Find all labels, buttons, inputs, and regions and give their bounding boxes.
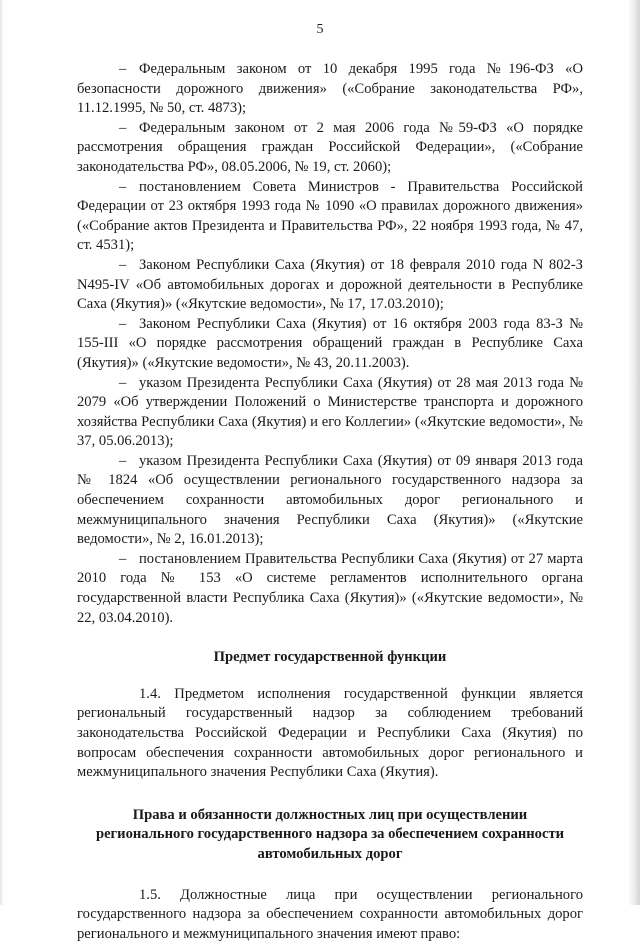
list-dash: –: [119, 178, 127, 195]
legal-basis-text: Законом Республики Саха (Якутия) от 18 февраля 2010 года N 802-З N495-IV «Об автомобильных дорогах и дорожной деятельности в Республике Саха (Якутия)» («Якутские ведомости», № 17, 17.03.2010);: [77, 256, 583, 313]
legal-basis-item: [77, 178, 583, 256]
list-dash: –: [119, 256, 127, 273]
legal-basis-text: указом Президента Республики Саха (Якутия) от 09 января 2013 года № 1824 «Об осуществлении регионального государственного надзора за обеспечением сохранности автомобильных дорог регионального и межмуниципального значения Республики Саха (Якутия)» («Якутские ведомости», № 2, 16.01.2013);: [77, 452, 583, 548]
legal-basis-item: [77, 60, 583, 119]
page-number: 5: [316, 22, 324, 37]
legal-basis-item: [77, 256, 583, 315]
legal-basis-item: [77, 452, 583, 550]
list-dash: –: [119, 374, 127, 391]
legal-basis-text: постановлением Совета Министров - Правительства Российской Федерации от 23 октября 1993 года № 1090 «О правилах дорожного движения» («Собрание актов Президента и Правительства РФ», 22 ноября 1993 года, № 47, ст. 4531);: [77, 178, 583, 254]
list-dash: –: [119, 550, 127, 567]
section-heading-subject: Предмет государственной функции: [213, 649, 447, 666]
list-dash: –: [119, 119, 127, 136]
paragraph-1-4: 1.4. Предметом исполнения государственной функции является региональный государственный надзор за соблюдением требований законодательства Российской Федерации и Республики Саха (Якутия) по вопросам обеспечения сохранности автомобильных дорог регионального и межмуниципального значения Республики Саха (Якутия).: [77, 685, 583, 781]
paragraph-1-5: 1.5. Должностные лица при осуществлении регионального государственного надзора за обеспечением сохранности автомобильных дорог регионального и межмуниципального значения имеют право:: [77, 886, 583, 942]
scan-edge-left: [0, 0, 4, 905]
legal-basis-item: [77, 119, 583, 178]
legal-basis-text: Федеральным законом от 10 декабря 1995 года №196-ФЗ «О безопасности дорожного движения» («Собрание законодательства РФ», 11.12.1995, № 50, ст. 4873);: [77, 61, 583, 117]
scan-edge-right: [628, 0, 640, 905]
legal-basis-text: указом Президента Республики Саха (Якутия) от 28 мая 2013 года № 2079 «Об утверждении Положений о Министерстве транспорта и дорожного хозяйства Республики Саха (Якутия) и его Коллегии» («Якутские ведомости», № 37, 05.06.2013);: [77, 374, 583, 450]
heading-line: регионального государственного надзора за обеспечением сохранности: [95, 826, 565, 843]
heading-line: Права и обязанности должностных лиц при осуществлении: [132, 806, 528, 823]
legal-basis-text: постановлением Правительства Республики Саха (Якутия) от 27 марта 2010 года № 153 «О системе регламентов исполнительного органа государственной власти Республика Саха (Якутия)» («Якутские ведомости», № 22, 03.04.2010).: [77, 550, 583, 626]
list-dash: –: [119, 61, 127, 77]
legal-basis-text: Федеральным законом от 2 мая 2006 года №59-ФЗ «О порядке рассмотрения обращения граждан Российской Федерации», («Собрание законодательства РФ», 08.05.2006, № 19, ст. 2060);: [77, 119, 583, 175]
list-dash: –: [119, 315, 127, 332]
legal-basis-item: [77, 315, 583, 374]
legal-basis-item: [77, 550, 583, 628]
section-heading-rights: [77, 806, 583, 865]
heading-line: автомобильных дорог: [257, 845, 403, 862]
document-body: [77, 60, 583, 944]
legal-basis-item: [77, 374, 583, 452]
legal-basis-text: Законом Республики Саха (Якутия) от 16 октября 2003 года 83-З № 155-III «О порядке рассмотрения обращений граждан в Республике Саха (Якутия)» («Якутские ведомости», № 43, 20.11.2003).: [77, 315, 583, 371]
list-dash: –: [119, 452, 127, 469]
